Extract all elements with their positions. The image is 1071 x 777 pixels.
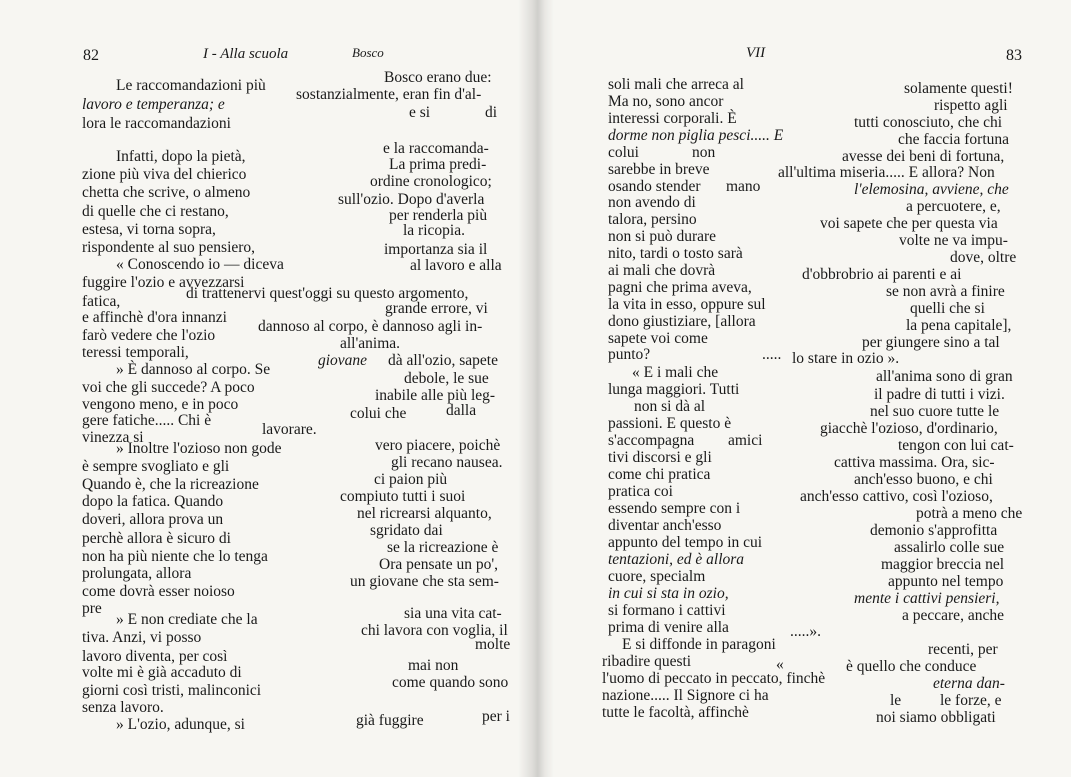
text-line: maggior breccia nel (881, 556, 1005, 573)
text-line: pratica coi (608, 483, 673, 500)
text-line: non (692, 144, 716, 161)
text-line: eterna dan- (933, 675, 1005, 692)
text-line: non si può durare (608, 228, 717, 245)
text-line: anch'esso cattivo, così l'ozioso, (800, 488, 993, 505)
text-line: nel suo cuore tutte le (870, 403, 1000, 420)
text-line: punto? (608, 346, 651, 363)
text-line: all'anima. (340, 335, 401, 352)
text-line: volte ne va impu- (899, 232, 1008, 249)
text-line: dorme non piglia pesci..... E (608, 127, 784, 144)
text-line: e la raccomanda- (383, 140, 489, 157)
running-head-fragment: Bosco (352, 45, 384, 60)
text-line: nito, tardi o tosto sarà (608, 245, 743, 262)
text-line: estesa, vi torna sopra, (82, 221, 216, 238)
text-line: ai mali che dovrà (608, 262, 716, 279)
text-line: anch'esso buono, e chi (854, 471, 993, 488)
text-line: » Inoltre l'ozioso non gode (116, 440, 282, 457)
text-line: cuore, specialm (608, 568, 706, 585)
page-number: 83 (1006, 47, 1022, 64)
text-line: giacchè l'ozioso, d'ordinario, (820, 420, 998, 437)
text-line: senza lavoro. (82, 699, 164, 716)
text-line: interessi corporali. È (608, 110, 737, 127)
text-line: è sempre svogliato e gli (82, 458, 230, 475)
text-line: e affinchè d'ora innanzi (82, 309, 227, 326)
text-line: rispetto agli (934, 97, 1008, 114)
text-line: chi lavora con voglia, il (361, 622, 508, 639)
text-line: solamente questi! (904, 80, 1013, 97)
text-line: ordine cronologico; (370, 173, 492, 190)
text-line: passioni. E questo è (608, 415, 732, 432)
text-line: volte mi è già accaduto di (82, 664, 242, 681)
text-line: lora le raccomandazioni (82, 115, 231, 132)
text-line: mano (726, 178, 761, 195)
text-line: Ma no, sono ancor (608, 93, 724, 110)
text-line: all'anima sono di gran (876, 368, 1013, 385)
text-line: importanza sia il (384, 241, 488, 258)
text-line: gere fatiche..... Chi è (82, 412, 212, 429)
text-line: tengon con lui cat- (898, 437, 1014, 454)
text-line: teressi temporali, (82, 344, 189, 361)
text-line: le forze, e (940, 692, 1002, 709)
text-line: vinezza si (82, 429, 144, 446)
text-line: la vita in esso, oppure sul (608, 296, 766, 313)
text-line: colui che (350, 405, 407, 422)
text-line: sarebbe in breve (608, 161, 710, 178)
text-line: tiva. Anzi, vi posso (82, 629, 202, 646)
text-line: tutti conosciuto, che chi (854, 114, 1003, 131)
text-line: dà all'ozio, sapete (388, 352, 498, 369)
text-line: quelli che si (910, 300, 985, 317)
text-line: è quello che conduce (846, 658, 977, 675)
text-line: lunga maggiori. Tutti (608, 381, 740, 398)
text-line: sapete voi come (608, 330, 708, 347)
text-line: come quando sono (392, 674, 509, 691)
text-line: lavorare. (262, 421, 317, 438)
text-line: » L'ozio, adunque, si (116, 716, 245, 733)
text-line: .....». (790, 623, 821, 640)
text-line: Ora pensate un po', (379, 556, 499, 573)
text-line: nel ricrearsi alquanto, (357, 505, 492, 522)
text-line: talora, persino (608, 211, 697, 228)
text-line: dalla (446, 402, 477, 419)
text-line: pagni che prima aveva, (608, 279, 752, 296)
text-line: si formano i cattivi (608, 602, 726, 619)
page-number: 82 (83, 47, 99, 64)
text-line: Quando è, che la ricreazione (82, 476, 259, 493)
book-gutter-shadow (518, 0, 554, 777)
text-line: grande errore, vi (385, 300, 488, 317)
text-line: a peccare, anche (902, 607, 1004, 624)
text-line: giovane (318, 352, 368, 369)
right-page (536, 0, 1071, 777)
text-line: rispondente al suo pensiero, (82, 239, 256, 256)
text-line: » È dannoso al corpo. Se (116, 361, 271, 378)
text-line: le (890, 692, 902, 709)
text-line: zione più viva del chierico (82, 166, 247, 183)
text-line: prolungata, allora (82, 565, 192, 582)
text-line: Le raccomandazioni più (116, 77, 266, 94)
text-line: » E non crediate che la (116, 611, 258, 628)
text-line: sgridato dai (370, 522, 443, 539)
text-line: per giungere sino a tal (862, 334, 1000, 351)
text-line: vengono meno, e in poco (82, 396, 239, 413)
text-line: lavoro diventa, per così (82, 648, 228, 665)
text-line: osando stender (608, 178, 701, 195)
text-line: di quelle che ci restano, (82, 203, 229, 220)
text-line: farò vedere che l'ozio (82, 327, 216, 344)
text-line: « E i mali che (632, 364, 719, 381)
text-line: l'uomo di peccato in peccato, finchè (602, 670, 826, 687)
text-line: già fuggire (356, 712, 424, 729)
text-line: chetta che scrive, o almeno (82, 184, 251, 201)
running-head: VII (746, 45, 766, 61)
text-line: La prima predi- (389, 156, 487, 173)
text-line: sostanzialmente, eran fin d'al- (296, 86, 482, 103)
text-line: lo stare in ozio ». (792, 350, 900, 367)
text-line: ribadire questi (602, 653, 692, 670)
text-line: appunto nel tempo (888, 573, 1004, 590)
text-line: un giovane che sta sem- (350, 573, 499, 590)
text-line: avesse dei beni di fortuna, (842, 148, 1005, 165)
text-line: « Conoscendo io — diceva (116, 256, 284, 273)
text-line: potrà a meno che (916, 505, 1023, 522)
text-line: dopo la fatica. Quando (82, 493, 224, 510)
text-line: « (776, 656, 784, 673)
text-line: fuggire l'ozio e avvezzarsi (82, 274, 245, 291)
text-line: demonio s'approfitta (870, 522, 998, 539)
text-line: doveri, allora prova un (82, 511, 224, 528)
text-line: compiuto tutti i suoi (340, 488, 466, 505)
text-line: mai non (408, 657, 459, 674)
text-line: al lavoro e alla (410, 257, 502, 274)
text-line: come dovrà esser noioso (82, 583, 235, 600)
running-head: I - Alla scuola (203, 46, 289, 62)
text-line: non ha più niente che lo tenga (82, 548, 268, 565)
text-line: sia una vita cat- (404, 605, 502, 622)
text-line: ..... (762, 346, 782, 363)
text-line: in cui si sta in ozio, (608, 585, 729, 602)
text-line: per i (482, 708, 510, 725)
text-line: appunto del tempo in cui (608, 534, 763, 551)
text-line: amici (728, 432, 763, 449)
text-line: il padre di tutti i vizi. (874, 386, 1005, 403)
text-line: dannoso al corpo, è dannoso agli in- (258, 318, 483, 335)
text-line: gli recano nausea. (391, 454, 503, 471)
text-line: non si dà al (634, 398, 706, 415)
text-line: fatica, (82, 293, 121, 310)
text-line: che faccia fortuna (898, 131, 1010, 148)
text-line: vero piacere, poichè (375, 437, 501, 454)
text-line: s'accompagna (608, 432, 695, 449)
text-line: perchè allora è sicuro di (82, 530, 231, 547)
text-line: E si diffonde in paragoni (622, 636, 776, 653)
text-line: se la ricreazione è (387, 539, 499, 556)
text-line: voi che gli succede? A poco (82, 379, 255, 396)
text-line: dove, oltre (950, 249, 1017, 266)
text-line: ci paion più (374, 471, 448, 488)
text-line: di (485, 104, 498, 121)
text-line: all'ultima miseria..... E allora? Non (778, 164, 995, 181)
text-line: come chi pratica (608, 466, 711, 483)
text-line: assalirlo colle sue (894, 539, 1005, 556)
text-line: sull'ozio. Dopo d'averla (338, 191, 485, 208)
text-line: a percuotere, e, (906, 198, 1001, 215)
text-line: se non avrà a finire (886, 283, 1005, 300)
text-line: di trattenervi quest'oggi su questo argomento, (186, 285, 469, 302)
text-line: Bosco erano due: (384, 69, 492, 86)
text-line: inabile alle più leg- (375, 387, 496, 404)
text-line: diventar anch'esso (608, 517, 722, 534)
text-line: nazione..... Il Signore ci ha (602, 687, 769, 704)
text-line: dono giustiziare, [allora (608, 313, 756, 330)
text-line: molte (475, 636, 511, 653)
text-line: pre (82, 600, 102, 617)
text-line: e si (409, 104, 431, 121)
text-line: per renderla più (389, 207, 488, 224)
text-line: la ricopia. (403, 222, 465, 239)
text-line: lavoro e temperanza; e (82, 96, 225, 113)
text-line: debole, le sue (404, 370, 489, 387)
text-line: tivi discorsi e gli (608, 449, 712, 466)
text-line: mente i cattivi pensieri, (854, 590, 1000, 607)
text-line: non avendo di (608, 194, 696, 211)
text-line: giorni così tristi, malinconici (82, 682, 262, 699)
text-line: d'obbrobrio ai parenti e ai (802, 266, 962, 283)
text-line: Infatti, dopo la pietà, (116, 148, 246, 165)
text-line: recenti, per (928, 641, 998, 658)
text-line: colui (608, 144, 639, 161)
text-line: tentazioni, ed è allora (608, 551, 745, 568)
text-line: la pena capitale], (906, 317, 1012, 334)
text-line: l'elemosina, avviene, che (854, 181, 1009, 198)
text-line: tutte le facoltà, affinchè (602, 704, 749, 721)
text-line: prima di venire alla (608, 619, 729, 636)
text-line: noi siamo obbligati (876, 709, 996, 726)
text-line: essendo sempre con i (608, 500, 741, 517)
text-line: soli mali che arreca al (608, 76, 744, 93)
text-line: cattiva massima. Ora, sic- (834, 454, 995, 471)
text-line: voi sapete che per questa via (820, 215, 998, 232)
